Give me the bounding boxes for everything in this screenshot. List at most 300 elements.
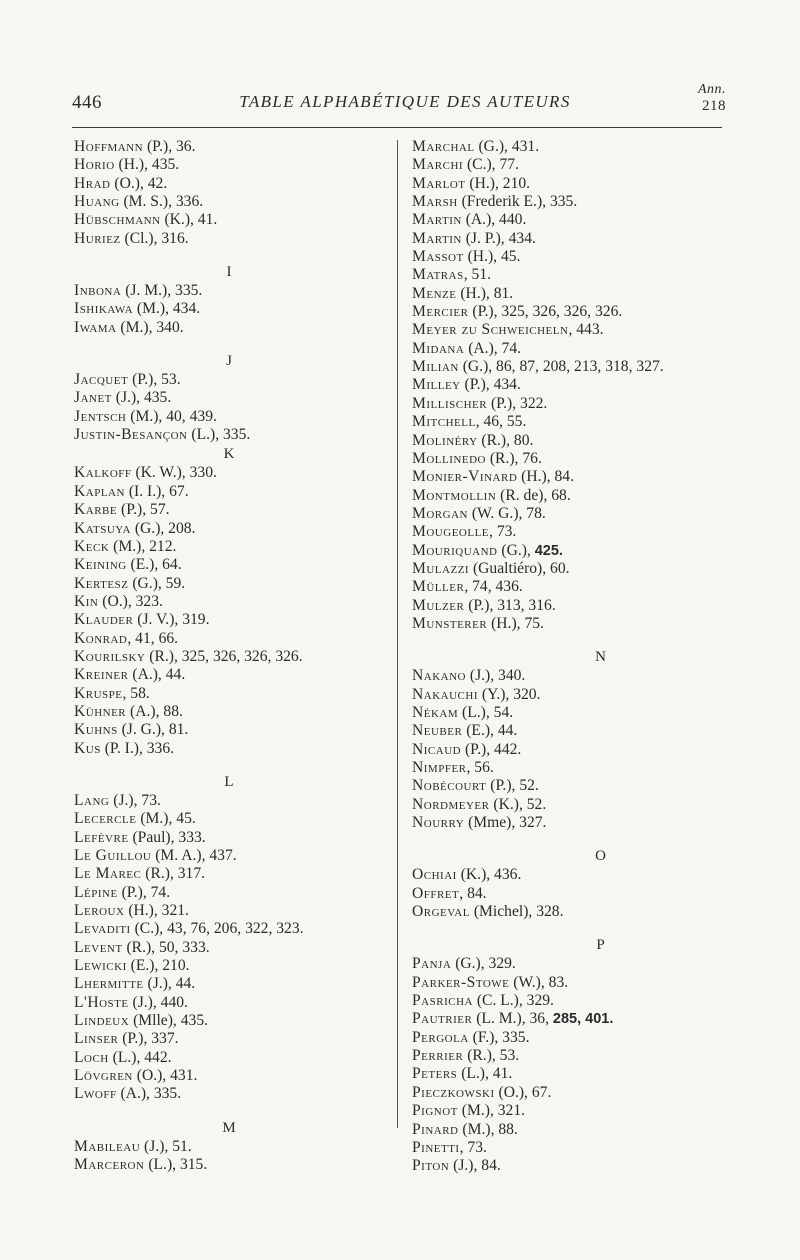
author-name: Nakauchi xyxy=(412,685,478,703)
index-entry xyxy=(74,884,392,902)
index-entry xyxy=(412,777,797,795)
section-spacer xyxy=(74,248,392,262)
author-name: Iwama xyxy=(74,318,117,336)
author-name: Menze xyxy=(412,284,457,302)
author-name: Marchal xyxy=(412,138,475,155)
bold-page-refs: 425. xyxy=(534,542,563,559)
index-entry xyxy=(412,340,797,358)
author-name: Lwoff xyxy=(74,1085,117,1103)
page-refs: (C. L.), 329. xyxy=(472,992,554,1010)
author-name: Le Guillou xyxy=(74,847,152,864)
author-name: Massot xyxy=(412,248,464,266)
page-number: 446 xyxy=(72,92,102,113)
author-name: Lépine xyxy=(74,883,118,901)
index-entry xyxy=(74,501,392,519)
author-name: Inbona xyxy=(74,282,122,300)
page-refs: , 46, 55. xyxy=(475,413,527,431)
page-refs: (L.), 41. xyxy=(457,1065,513,1083)
page-refs: (O.), 42. xyxy=(110,174,168,192)
author-name: Nourry xyxy=(412,814,465,832)
index-entry xyxy=(412,321,797,339)
index-entry xyxy=(412,193,797,211)
index-entry xyxy=(74,282,392,300)
index-entry xyxy=(412,395,797,413)
index-entry xyxy=(74,648,392,666)
author-name: Huang xyxy=(74,193,120,211)
index-entry xyxy=(74,1030,392,1048)
page-refs: (G.), 59. xyxy=(128,574,186,592)
section-letter: L xyxy=(224,773,234,790)
page-refs: (L. M.), 36, xyxy=(472,1010,553,1028)
ann-volume: 218 xyxy=(702,98,726,114)
page-refs: (Y.), 320. xyxy=(477,685,541,703)
author-name: Nordmeyer xyxy=(412,795,490,813)
author-name: Le Marec xyxy=(74,865,142,883)
author-name: Mercier xyxy=(412,303,469,321)
index-entry xyxy=(74,847,392,865)
author-name: Milley xyxy=(412,376,461,394)
page-refs: (G.), 208. xyxy=(130,519,196,537)
index-entry xyxy=(74,994,392,1012)
page-refs: (R.), 317. xyxy=(141,865,206,883)
index-entry xyxy=(74,829,392,847)
index-entry xyxy=(74,575,392,593)
page-refs: (P.), 74. xyxy=(117,883,171,901)
page-refs: (M.), 40, 439. xyxy=(126,407,217,425)
index-entry xyxy=(74,230,392,248)
index-entry xyxy=(74,175,392,193)
page-refs: (J.), 73. xyxy=(109,791,161,809)
author-name: Lefèvre xyxy=(74,828,129,846)
author-name: Hübschmann xyxy=(74,211,161,229)
page-refs: (O.), 67. xyxy=(494,1083,552,1101)
page-refs: (C.), 77. xyxy=(463,156,519,174)
author-name: Janet xyxy=(74,389,112,407)
index-entry xyxy=(412,285,797,303)
page-refs: , 51. xyxy=(463,266,492,284)
page-refs: (L.), 54. xyxy=(458,703,514,721)
author-name: Panja xyxy=(412,955,452,973)
index-entry xyxy=(74,520,392,538)
page-refs: (E.), 64. xyxy=(126,556,182,574)
page-refs: (P.), 36. xyxy=(143,138,196,155)
author-name: Kourilsky xyxy=(74,647,146,665)
author-name: Levaditi xyxy=(74,920,131,938)
index-entry xyxy=(412,211,797,229)
page-refs: (A.), 440. xyxy=(461,211,527,229)
section-letter: M xyxy=(222,1119,236,1136)
page-refs: , 443. xyxy=(568,321,604,339)
page-refs: (R.), 80. xyxy=(477,431,534,449)
index-entry xyxy=(412,615,797,633)
index-entry xyxy=(74,408,392,426)
index-entry xyxy=(74,426,392,444)
page-refs: (P.), 337. xyxy=(118,1030,179,1048)
author-name: Katsuya xyxy=(74,519,131,537)
index-entry xyxy=(412,175,797,193)
page-refs: (J. V.), 319. xyxy=(133,611,210,629)
right-column xyxy=(412,138,797,1176)
author-name: Kuhns xyxy=(74,721,118,739)
author-name: Lecercle xyxy=(74,810,137,828)
page-refs: (R. de), 68. xyxy=(496,486,571,504)
author-name: Morgan xyxy=(412,504,468,522)
index-entry xyxy=(412,468,797,486)
index-entry xyxy=(412,955,797,973)
page-refs: (W. G.), 78. xyxy=(467,504,546,522)
author-name: Karbe xyxy=(74,501,118,519)
section-letter: I xyxy=(226,264,232,281)
index-entry xyxy=(412,560,797,578)
author-name: Perrier xyxy=(412,1047,464,1065)
author-name: Loch xyxy=(74,1048,109,1066)
index-entry xyxy=(74,483,392,501)
author-name: Munsterer xyxy=(412,614,488,632)
page-refs: (M.), 321. xyxy=(457,1102,526,1120)
index-entry xyxy=(74,1067,392,1085)
author-name: Kühner xyxy=(74,702,127,720)
section-spacer xyxy=(412,832,797,846)
index-entry xyxy=(74,556,392,574)
author-name: Pieczkowski xyxy=(412,1083,495,1101)
author-name: Marlot xyxy=(412,174,466,192)
page-refs: (H.), 75. xyxy=(487,614,544,632)
page-refs: , 41, 66. xyxy=(127,629,179,647)
index-entry xyxy=(412,667,797,685)
page-refs: (M.), 45. xyxy=(136,810,196,828)
page-refs: , 84. xyxy=(459,884,487,902)
index-entry xyxy=(412,903,797,921)
column-divider xyxy=(397,140,398,1128)
page-refs: (A.), 335. xyxy=(116,1085,182,1103)
author-name: Pasricha xyxy=(412,992,473,1010)
author-name: Pinard xyxy=(412,1120,459,1138)
index-entry xyxy=(74,156,392,174)
page-refs: (J. P.), 434. xyxy=(461,229,536,247)
index-entry xyxy=(74,630,392,648)
index-entry xyxy=(412,156,797,174)
index-entry xyxy=(412,303,797,321)
author-name: Pautrier xyxy=(412,1010,473,1028)
section-letter: O xyxy=(595,848,606,865)
author-name: Huriez xyxy=(74,229,121,247)
annales-reference xyxy=(698,82,726,114)
section-spacer xyxy=(74,337,392,351)
author-name: Keck xyxy=(74,537,110,555)
index-entry xyxy=(74,593,392,611)
page-refs: (J.), 440. xyxy=(128,993,188,1011)
author-name: Matras xyxy=(412,266,464,284)
index-entry xyxy=(412,505,797,523)
page-refs: (M.), 434. xyxy=(133,300,201,318)
index-entry xyxy=(412,1047,797,1065)
page-refs: (H.), 210. xyxy=(465,174,531,192)
page-refs: (R.), 53. xyxy=(463,1047,520,1065)
page-refs: (P.), 53. xyxy=(128,371,181,389)
author-name: Lewicki xyxy=(74,957,127,975)
page-refs: (K.), 436. xyxy=(456,866,522,884)
index-entry xyxy=(74,666,392,684)
bold-page-refs: 285, 401. xyxy=(552,1011,614,1028)
index-entry xyxy=(74,902,392,920)
index-entry xyxy=(412,866,797,884)
author-name: Kertesz xyxy=(74,574,129,592)
index-entry xyxy=(412,376,797,394)
index-entry xyxy=(412,432,797,450)
index-entry xyxy=(74,1138,392,1156)
author-name: Pinetti xyxy=(412,1138,460,1156)
index-entry xyxy=(412,413,797,431)
page-refs: (M.), 340. xyxy=(116,318,184,336)
author-name: Nékam xyxy=(412,703,459,721)
author-name: Molinéry xyxy=(412,431,478,449)
index-entry xyxy=(412,597,797,615)
page-refs: (J.), 84. xyxy=(449,1157,501,1175)
page-refs: (H.), 81. xyxy=(456,284,514,302)
page-refs: (R.), 325, 326, 326, 326. xyxy=(145,647,303,665)
index-entry xyxy=(412,230,797,248)
index-entry xyxy=(74,810,392,828)
author-name: Kreiner xyxy=(74,666,129,684)
index-entry xyxy=(412,885,797,903)
page-refs: (W.), 83. xyxy=(509,973,569,991)
author-name: Millischer xyxy=(412,394,488,412)
page-refs: (F.), 335. xyxy=(468,1028,530,1046)
page-refs: (P. I.), 336. xyxy=(100,739,175,757)
index-entry xyxy=(412,578,797,596)
page-refs: (L.), 315. xyxy=(144,1156,208,1174)
author-name: Pergola xyxy=(412,1028,469,1046)
page-refs: (G.), 329. xyxy=(451,955,516,973)
author-name: Kin xyxy=(74,592,99,610)
page-refs: (Paul), 333. xyxy=(128,828,206,846)
page-refs: (P.), 322. xyxy=(487,394,548,412)
index-entry xyxy=(412,1065,797,1083)
author-name: Martin xyxy=(412,211,462,229)
index-entry xyxy=(412,487,797,505)
page-refs: (L.), 442. xyxy=(108,1048,172,1066)
index-entry xyxy=(74,703,392,721)
page-refs: (P.), 325, 326, 326, 326. xyxy=(468,303,623,321)
author-name: Hrad xyxy=(74,174,111,192)
page-refs: (M. A.), 437. xyxy=(151,847,237,864)
author-name: Keining xyxy=(74,556,127,574)
index-entry xyxy=(412,358,797,376)
page-refs: (L.), 335. xyxy=(187,426,251,444)
page-refs: (H.), 84. xyxy=(517,468,574,486)
page-refs: (P.), 313, 316. xyxy=(464,596,556,614)
author-name: Mollinedo xyxy=(412,449,486,467)
page-refs: (J.), 44. xyxy=(143,975,196,993)
index-entry xyxy=(412,138,797,156)
author-name: Mabileau xyxy=(74,1137,141,1155)
index-entry xyxy=(412,248,797,266)
section-spacer xyxy=(412,921,797,935)
header-rule xyxy=(72,127,722,128)
author-name: Nobécourt xyxy=(412,777,487,795)
page-refs: (A.), 44. xyxy=(128,666,186,684)
index-entry xyxy=(412,1157,797,1175)
index-entry xyxy=(74,920,392,938)
author-name: Peters xyxy=(412,1065,458,1083)
index-entry xyxy=(74,319,392,337)
index-entry xyxy=(74,538,392,556)
author-name: Jacquet xyxy=(74,371,129,389)
section-letter: P xyxy=(596,937,605,954)
index-entry xyxy=(412,1084,797,1102)
author-name: Marsh xyxy=(412,193,458,211)
author-name: Jentsch xyxy=(74,407,127,425)
index-entry xyxy=(412,1102,797,1120)
author-name: Nimpfer xyxy=(412,759,467,776)
page-refs: (H.), 45. xyxy=(463,248,521,266)
page-refs: (K.), 41. xyxy=(160,211,218,229)
index-entry xyxy=(74,740,392,758)
ann-label: Ann. xyxy=(697,82,726,97)
author-name: Midana xyxy=(412,339,465,357)
author-name: Kus xyxy=(74,739,101,757)
index-entry xyxy=(74,1012,392,1030)
running-title: TABLE ALPHABÉTIQUE DES AUTEURS xyxy=(239,92,571,111)
index-entry xyxy=(412,1121,797,1139)
index-entry xyxy=(74,1049,392,1067)
page-refs: , 74, 436. xyxy=(464,578,523,596)
page-refs: (A.), 88. xyxy=(126,702,183,720)
index-entry xyxy=(74,957,392,975)
author-name: Kaplan xyxy=(74,482,125,500)
page-refs: (I. I.), 67. xyxy=(124,482,189,500)
page-refs: (M.), 88. xyxy=(458,1120,518,1138)
author-name: Hoffmann xyxy=(74,138,144,155)
index-entry xyxy=(412,1010,797,1028)
index-entry xyxy=(74,193,392,211)
page-refs: (A.), 74. xyxy=(464,339,522,357)
author-name: Martin xyxy=(412,229,462,247)
author-name: Linser xyxy=(74,1030,119,1048)
index-entry xyxy=(412,759,797,777)
index-entry xyxy=(412,992,797,1010)
author-name: Konrad xyxy=(74,629,128,647)
author-name: Meyer zu Schweicheln xyxy=(412,321,569,339)
author-name: Orgeval xyxy=(412,903,470,921)
section-spacer xyxy=(74,1104,392,1118)
author-name: Müller xyxy=(412,578,465,596)
page-refs: (Gualtiéro), 60. xyxy=(469,559,570,577)
author-name: Monier-Vinard xyxy=(412,468,518,486)
author-name: Klauder xyxy=(74,611,134,629)
index-entry xyxy=(74,1085,392,1103)
author-name: Ishikawa xyxy=(74,300,134,318)
page-refs: (K.), 52. xyxy=(489,795,547,813)
author-name: Mulzer xyxy=(412,596,465,614)
author-name: Horio xyxy=(74,156,115,174)
author-name: Montmollin xyxy=(412,486,497,504)
page-refs: (J.), 51. xyxy=(140,1137,192,1155)
page-refs: (J.), 435. xyxy=(111,389,172,407)
index-entry xyxy=(412,1139,797,1157)
index-entry xyxy=(412,814,797,832)
index-entry xyxy=(412,1029,797,1047)
author-name: Marchi xyxy=(412,156,464,174)
index-entry xyxy=(74,939,392,957)
index-entry xyxy=(412,722,797,740)
page-refs: (M.), 212. xyxy=(109,537,177,555)
page-refs: (P.), 57. xyxy=(117,501,170,519)
index-entry xyxy=(412,542,797,560)
page-refs: (H.), 435. xyxy=(114,156,180,174)
index-entry xyxy=(74,1156,392,1174)
page-refs: (E.), 44. xyxy=(462,722,518,740)
index-entry xyxy=(74,211,392,229)
left-column xyxy=(74,138,392,1175)
author-name: Lindeux xyxy=(74,1012,130,1030)
index-entry xyxy=(412,523,797,541)
page-refs: (J. G.), 81. xyxy=(117,721,189,739)
page-refs: (P.), 52. xyxy=(486,777,539,795)
author-name: Neuber xyxy=(412,722,463,740)
index-entry xyxy=(74,138,392,156)
page-refs: (P.), 442. xyxy=(461,740,522,758)
index-entry xyxy=(74,371,392,389)
author-name: Nicaud xyxy=(412,740,462,758)
author-name: Marceron xyxy=(74,1156,145,1174)
page-refs: (Cl.), 316. xyxy=(120,229,189,247)
index-entry xyxy=(74,865,392,883)
page-refs: , 73. xyxy=(489,523,517,541)
page-refs: (K. W.), 330. xyxy=(131,464,217,482)
index-entry xyxy=(412,266,797,284)
index-entry xyxy=(74,389,392,407)
page-refs: (Mlle), 435. xyxy=(129,1012,209,1030)
index-entry xyxy=(412,704,797,722)
section-spacer xyxy=(74,758,392,772)
page-refs: (J.), 340. xyxy=(465,667,526,685)
page-refs: (Michel), 328. xyxy=(469,903,564,921)
author-name: Levent xyxy=(74,938,123,956)
page-refs: (J. M.), 335. xyxy=(121,282,203,300)
author-name: Nakano xyxy=(412,667,466,685)
author-name: Mougeolle xyxy=(412,523,490,541)
section-letter: J xyxy=(226,353,232,370)
author-name: Offret xyxy=(412,884,460,902)
author-name: Lang xyxy=(74,791,110,809)
index-entry xyxy=(74,464,392,482)
author-name: Milian xyxy=(412,358,459,376)
author-name: Mitchell xyxy=(412,413,476,431)
author-name: Mulazzi xyxy=(412,559,470,577)
index-entry xyxy=(74,721,392,739)
section-letter: K xyxy=(223,446,235,463)
author-name: Lövgren xyxy=(74,1067,133,1085)
author-name: Pignot xyxy=(412,1102,458,1120)
index-entry xyxy=(412,686,797,704)
page-refs: , 56. xyxy=(466,759,494,776)
section-spacer xyxy=(412,633,797,647)
page-refs: (O.), 323. xyxy=(98,592,163,610)
author-name: Ochiai xyxy=(412,866,457,884)
page-refs: (G.), xyxy=(497,541,535,559)
index-entry xyxy=(74,611,392,629)
author-name: Leroux xyxy=(74,902,125,920)
page-refs: (R.), 76. xyxy=(485,449,542,467)
section-letter: N xyxy=(595,649,606,666)
index-entry xyxy=(74,300,392,318)
index-entry xyxy=(412,974,797,992)
index-entry xyxy=(412,450,797,468)
author-name: L'Hoste xyxy=(74,993,129,1011)
index-entry xyxy=(74,685,392,703)
page-refs: (O.), 431. xyxy=(132,1067,198,1085)
